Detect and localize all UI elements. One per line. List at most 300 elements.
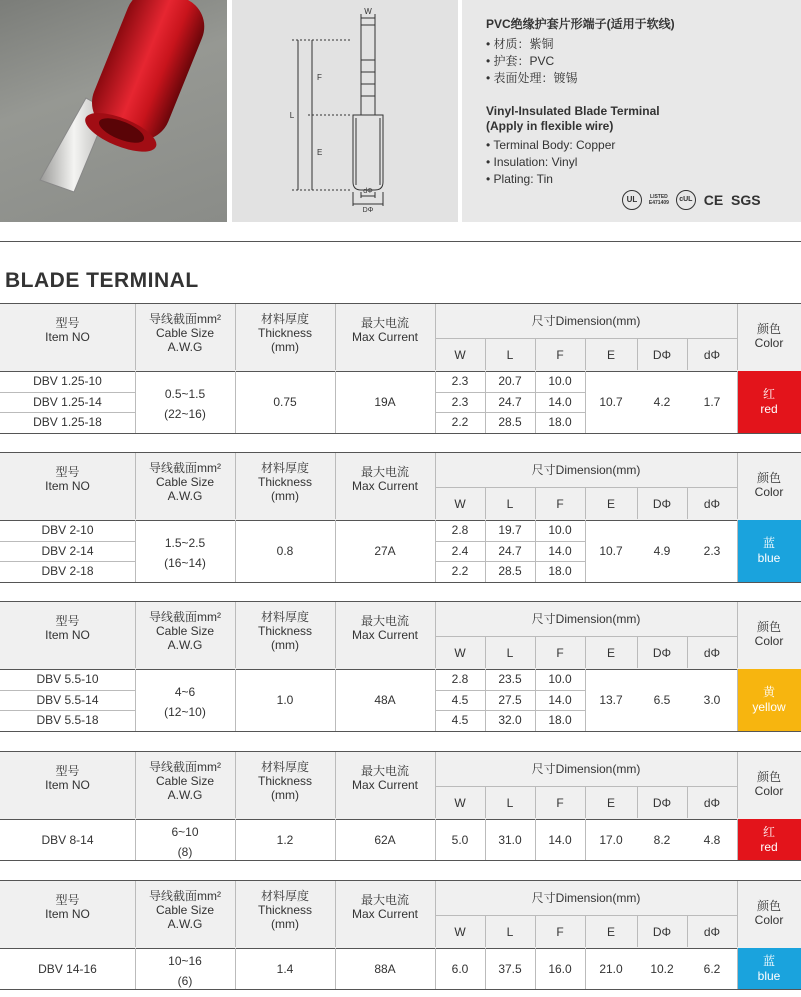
header-divider — [335, 304, 336, 370]
table-cell-e — [585, 961, 637, 977]
spec-table — [0, 751, 801, 860]
spec-item-cn: • 材质：紫铜 — [486, 37, 554, 51]
body-divider — [535, 669, 536, 731]
header-cable — [135, 461, 235, 503]
table-cell-dd — [637, 692, 687, 708]
spec-item-cn: • 护套：PVC — [486, 54, 555, 68]
color-swatch — [737, 948, 801, 989]
header-line: Cable Size — [155, 624, 215, 638]
header-divider — [235, 453, 236, 519]
header-line: 颜色 — [756, 471, 781, 485]
spec-subtitle-en: (Apply in flexible wire) — [486, 119, 614, 133]
header-line: Cable Size — [155, 326, 215, 340]
header-divider — [535, 487, 536, 519]
table-cell-w: 2.8 — [451, 523, 469, 538]
table-cell-cable — [135, 533, 235, 573]
table-cell-curr — [335, 832, 435, 848]
body-divider — [737, 520, 738, 582]
body-divider — [235, 948, 236, 989]
header-thick — [235, 461, 335, 503]
table-cell-w: 2.3 — [451, 374, 469, 389]
table-cell-curr — [335, 961, 435, 977]
header-ds: dΦ — [703, 646, 721, 660]
table-bottom — [0, 582, 801, 583]
table-cell-w: 2.2 — [451, 564, 469, 579]
header-line: Max Current — [351, 479, 419, 493]
header-line: 导线截面mm² — [149, 610, 221, 624]
color-en: red — [760, 839, 778, 854]
cell-line: 13.7 — [599, 693, 623, 707]
label-w: W — [364, 7, 372, 16]
body-divider — [235, 819, 236, 860]
table-cell-item: DBV 5.5-14 — [36, 692, 99, 707]
cell-line: 10.7 — [599, 544, 623, 558]
listed-text: LISTED — [650, 194, 668, 200]
header-w: W — [454, 497, 466, 511]
header-item — [0, 316, 135, 344]
header-l: L — [506, 348, 514, 362]
table-cell-f: 18.0 — [548, 564, 572, 579]
header-divider — [535, 636, 536, 668]
header-cable — [135, 312, 235, 354]
table-cell-e — [585, 394, 637, 410]
header-cable — [135, 610, 235, 652]
product-photo — [0, 0, 227, 222]
header-line: 型号 — [55, 316, 80, 330]
header-line: Thickness — [257, 624, 313, 638]
body-divider — [335, 948, 336, 989]
body-divider — [535, 948, 536, 989]
header-line: 材料厚度 — [260, 760, 309, 774]
header-divider — [585, 338, 586, 370]
header-curr — [335, 764, 435, 792]
body-divider — [585, 669, 586, 731]
header-curr — [335, 614, 435, 642]
header-line: 材料厚度 — [260, 461, 309, 475]
header-l: L — [506, 646, 514, 660]
table-cell-cable — [135, 682, 235, 722]
header-f: F — [556, 925, 564, 939]
table-cell-f: 10.0 — [548, 523, 572, 538]
header-divider — [637, 636, 638, 668]
header-color — [737, 471, 801, 499]
blade-terminal-photo — [0, 0, 227, 222]
table-cell-ds — [687, 692, 737, 708]
row-divider — [0, 541, 135, 542]
table-cell-w: 4.5 — [451, 713, 469, 728]
sgs-mark: SGS — [731, 192, 761, 208]
color-en: yellow — [752, 700, 786, 714]
header-l: L — [506, 497, 514, 511]
color-swatch — [737, 371, 801, 433]
header-line: Thickness — [257, 903, 313, 917]
header-line: Item NO — [45, 479, 90, 493]
row-divider — [0, 392, 135, 393]
table-header — [0, 303, 801, 372]
header-item — [0, 764, 135, 792]
header-divider — [235, 881, 236, 947]
spec-panel — [462, 0, 801, 222]
header-dimension: 尺寸Dimension(mm) — [531, 463, 641, 477]
spec-table — [0, 303, 801, 433]
body-divider — [435, 819, 436, 860]
header-line: 材料厚度 — [260, 610, 309, 624]
listed-number: E471409 — [648, 200, 669, 206]
header-line: 型号 — [55, 893, 80, 907]
table-cell-l: 28.5 — [498, 415, 522, 430]
body-divider — [737, 819, 738, 860]
table-cell-f: 16.0 — [548, 961, 572, 976]
header-subline — [435, 915, 737, 916]
body-divider — [235, 520, 236, 582]
header-line: 颜色 — [756, 620, 781, 634]
header-f: F — [556, 796, 564, 810]
header-divider — [535, 338, 536, 370]
header-divider — [485, 915, 486, 947]
body-divider — [135, 819, 136, 860]
header-dd: DΦ — [652, 348, 672, 362]
table-cell-item: DBV 5.5-18 — [36, 713, 99, 728]
header-e: E — [606, 796, 615, 810]
table-header — [0, 452, 801, 521]
header-divider — [435, 453, 436, 519]
table-cell-l: 20.7 — [498, 374, 522, 389]
header-divider — [535, 786, 536, 818]
header-curr — [335, 316, 435, 344]
header-divider — [585, 915, 586, 947]
body-divider — [435, 520, 436, 582]
header-dd: DΦ — [652, 925, 672, 939]
cell-line: 62A — [374, 832, 396, 847]
table-cell-l: 24.7 — [498, 543, 522, 558]
header-e: E — [606, 646, 615, 660]
spec-table — [0, 452, 801, 582]
table-cell-item: DBV 1.25-14 — [33, 394, 102, 409]
header-line: Item NO — [45, 628, 90, 642]
header-subline — [435, 786, 737, 787]
body-divider — [485, 819, 486, 860]
body-divider — [585, 371, 586, 433]
cell-line: 10.2 — [650, 961, 674, 976]
table-cell-f: 14.0 — [548, 832, 572, 847]
dimension-drawing — [232, 0, 458, 222]
page-title: BLADE TERMINAL — [5, 269, 199, 292]
table-cell-thick — [235, 832, 335, 848]
header-dimension: 尺寸Dimension(mm) — [531, 612, 641, 626]
header-thick — [235, 889, 335, 931]
header-line: Thickness — [257, 326, 313, 340]
row-divider — [435, 392, 585, 393]
header-cable — [135, 889, 235, 931]
table-cell-cable — [135, 384, 235, 424]
table-header — [0, 751, 801, 820]
table-bottom — [0, 860, 801, 861]
header-line: Max Current — [351, 778, 419, 792]
header-e: E — [606, 925, 615, 939]
table-cell-l: 28.5 — [498, 564, 522, 579]
cell-line: 4~6 — [174, 685, 196, 699]
table-cell-e — [585, 692, 637, 708]
header-e: E — [606, 497, 615, 511]
header-line: 最大电流 — [360, 614, 409, 628]
body-divider — [737, 948, 738, 989]
table-cell-l: 27.5 — [498, 692, 522, 707]
table-cell-l: 32.0 — [498, 713, 522, 728]
cell-line: 27A — [374, 544, 396, 558]
table-header — [0, 880, 801, 949]
label-l: L — [289, 111, 295, 120]
table-cell-curr — [335, 543, 435, 559]
table-cell-f: 14.0 — [548, 692, 572, 707]
header-divider — [135, 752, 136, 818]
body-divider — [535, 371, 536, 433]
table-cell-e — [585, 543, 637, 559]
header-dimension: 尺寸Dimension(mm) — [531, 891, 641, 905]
table-cell-dd — [637, 394, 687, 410]
cell-line: 10.7 — [599, 395, 623, 409]
header-line: 最大电流 — [360, 893, 409, 907]
body-divider — [135, 520, 136, 582]
header-cable — [135, 760, 235, 802]
spec-table — [0, 880, 801, 989]
header-ds: dΦ — [703, 348, 721, 362]
cell-line: 8.2 — [653, 832, 671, 847]
table-cell-l: 19.7 — [498, 523, 522, 538]
cell-line: 1.0 — [276, 693, 294, 707]
header-line: Item NO — [45, 330, 90, 344]
header-ds: dΦ — [703, 497, 721, 511]
body-divider — [435, 948, 436, 989]
table-cell-item: DBV 8-14 — [41, 832, 94, 847]
certification-marks — [622, 190, 761, 210]
table-cell-f: 14.0 — [548, 394, 572, 409]
table-cell-w: 6.0 — [451, 961, 469, 976]
header-divider — [335, 752, 336, 818]
header-line: 型号 — [55, 614, 80, 628]
body-divider — [135, 669, 136, 731]
row-divider — [0, 561, 135, 562]
product-header — [0, 0, 801, 222]
cell-line: 6.5 — [653, 693, 671, 707]
header-line: Color — [754, 913, 784, 927]
divider — [0, 241, 801, 242]
header-line: Max Current — [351, 628, 419, 642]
color-swatch — [737, 520, 801, 582]
header-l: L — [506, 796, 514, 810]
header-divider — [687, 786, 688, 818]
header-divider — [687, 915, 688, 947]
header-l: L — [506, 925, 514, 939]
header-line: (mm) — [271, 638, 299, 652]
spec-title-en: Vinyl-Insulated Blade Terminal — [486, 104, 660, 118]
header-line: 导线截面mm² — [149, 461, 221, 475]
header-f: F — [556, 497, 564, 511]
table-cell-l: 37.5 — [498, 961, 522, 976]
header-divider — [737, 602, 738, 668]
header-divider — [637, 786, 638, 818]
header-divider — [637, 487, 638, 519]
header-line: A.W.G — [167, 638, 203, 652]
spec-item-en: • Terminal Body: Copper — [486, 138, 616, 152]
terminal-diagram — [232, 0, 458, 222]
header-divider — [335, 881, 336, 947]
header-line: 颜色 — [756, 322, 781, 336]
header-divider — [235, 752, 236, 818]
header-divider — [335, 602, 336, 668]
cell-line: 0.75 — [273, 395, 297, 409]
header-line: 最大电流 — [360, 465, 409, 479]
table-cell-dd — [637, 961, 687, 977]
body-divider — [435, 669, 436, 731]
header-line: Color — [754, 634, 784, 648]
color-cn: 红 — [762, 387, 775, 401]
table-cell-l: 24.7 — [498, 394, 522, 409]
header-divider — [435, 304, 436, 370]
row-divider — [435, 710, 585, 711]
header-line: Item NO — [45, 778, 90, 792]
color-en: blue — [757, 551, 781, 565]
header-line: Max Current — [351, 907, 419, 921]
row-divider — [435, 690, 585, 691]
header-line: 型号 — [55, 465, 80, 479]
spec-item-en: • Plating: Tin — [486, 172, 553, 186]
cell-line: 17.0 — [599, 832, 623, 847]
body-divider — [585, 948, 586, 989]
header-line: A.W.G — [167, 489, 203, 503]
header-item — [0, 614, 135, 642]
cell-line: 1.2 — [276, 832, 294, 847]
body-divider — [485, 520, 486, 582]
body-divider — [435, 371, 436, 433]
header-divider — [585, 636, 586, 668]
body-divider — [135, 948, 136, 989]
header-subline — [435, 487, 737, 488]
header-divider — [737, 752, 738, 818]
header-divider — [585, 487, 586, 519]
header-line: 材料厚度 — [260, 889, 309, 903]
header-line: (mm) — [271, 917, 299, 931]
cell-line: (16~14) — [164, 556, 206, 570]
table-cell-thick — [235, 692, 335, 708]
table-cell-thick — [235, 961, 335, 977]
header-divider — [687, 636, 688, 668]
cul-logo: cUL — [676, 190, 696, 210]
header-f: F — [556, 646, 564, 660]
row-divider — [0, 412, 135, 413]
table-cell-dd — [637, 543, 687, 559]
body-divider — [585, 520, 586, 582]
body-divider — [335, 371, 336, 433]
header-w: W — [454, 646, 466, 660]
header-line: 型号 — [55, 764, 80, 778]
header-dd: DΦ — [652, 497, 672, 511]
body-divider — [535, 819, 536, 860]
body-divider — [485, 669, 486, 731]
table-cell-item: DBV 2-14 — [41, 543, 94, 558]
header-color — [737, 620, 801, 648]
header-divider — [435, 881, 436, 947]
header-divider — [737, 881, 738, 947]
color-swatch — [737, 669, 801, 731]
header-divider — [135, 453, 136, 519]
spec-item-cn: • 表面处理：镀锡 — [486, 71, 578, 85]
table-cell-dd — [637, 832, 687, 848]
header-divider — [485, 636, 486, 668]
cell-line: 10~16 — [168, 953, 202, 968]
table-cell-w: 2.4 — [451, 543, 469, 558]
cell-line: 1.5~2.5 — [164, 536, 206, 550]
spec-table — [0, 601, 801, 731]
color-cn: 蓝 — [762, 536, 775, 550]
table-cell-ds — [687, 961, 737, 977]
header-color — [737, 899, 801, 927]
table-bottom — [0, 731, 801, 732]
cell-line: 88A — [374, 961, 396, 976]
table-cell-f: 10.0 — [548, 374, 572, 389]
table-cell-cable — [135, 951, 235, 991]
header-dd: DΦ — [652, 646, 672, 660]
table-cell-w: 2.3 — [451, 394, 469, 409]
table-cell-w: 2.8 — [451, 672, 469, 687]
header-line: 颜色 — [756, 770, 781, 784]
header-divider — [435, 752, 436, 818]
header-divider — [235, 304, 236, 370]
body-divider — [335, 669, 336, 731]
cell-line: 6.2 — [703, 961, 721, 976]
ce-mark: CE — [703, 192, 724, 208]
header-line: 导线截面mm² — [149, 312, 221, 326]
cell-line: (22~16) — [164, 407, 206, 421]
header-line: Cable Size — [155, 774, 215, 788]
table-cell-cable — [135, 822, 235, 862]
table-cell-item: DBV 1.25-10 — [33, 374, 102, 389]
header-w: W — [454, 348, 466, 362]
header-line: Cable Size — [155, 903, 215, 917]
header-divider — [535, 915, 536, 947]
cell-line: 6~10 — [171, 824, 199, 839]
color-swatch — [737, 819, 801, 860]
table-cell-l: 31.0 — [498, 832, 522, 847]
header-thick — [235, 610, 335, 652]
body-divider — [585, 819, 586, 860]
spec-title-cn: PVC绝缘护套片形端子(适用于软线) — [486, 17, 675, 31]
header-line: 材料厚度 — [260, 312, 309, 326]
header-divider — [687, 338, 688, 370]
header-line: Color — [754, 784, 784, 798]
table-cell-w: 2.2 — [451, 415, 469, 430]
header-line: 颜色 — [756, 899, 781, 913]
table-cell-w: 5.0 — [451, 832, 469, 847]
row-divider — [0, 710, 135, 711]
header-divider — [335, 453, 336, 519]
table-bottom — [0, 433, 801, 434]
color-en: red — [760, 402, 778, 416]
table-header — [0, 601, 801, 670]
table-cell-curr — [335, 394, 435, 410]
header-divider — [637, 338, 638, 370]
header-line: (mm) — [271, 788, 299, 802]
color-cn: 蓝 — [762, 953, 775, 968]
header-item — [0, 893, 135, 921]
header-divider — [737, 453, 738, 519]
header-divider — [135, 602, 136, 668]
header-divider — [485, 786, 486, 818]
cell-line: 4.9 — [653, 544, 671, 558]
cell-line: 3.0 — [703, 693, 721, 707]
cell-line: 1.4 — [276, 961, 294, 976]
header-divider — [737, 304, 738, 370]
table-cell-item: DBV 1.25-18 — [33, 415, 102, 430]
